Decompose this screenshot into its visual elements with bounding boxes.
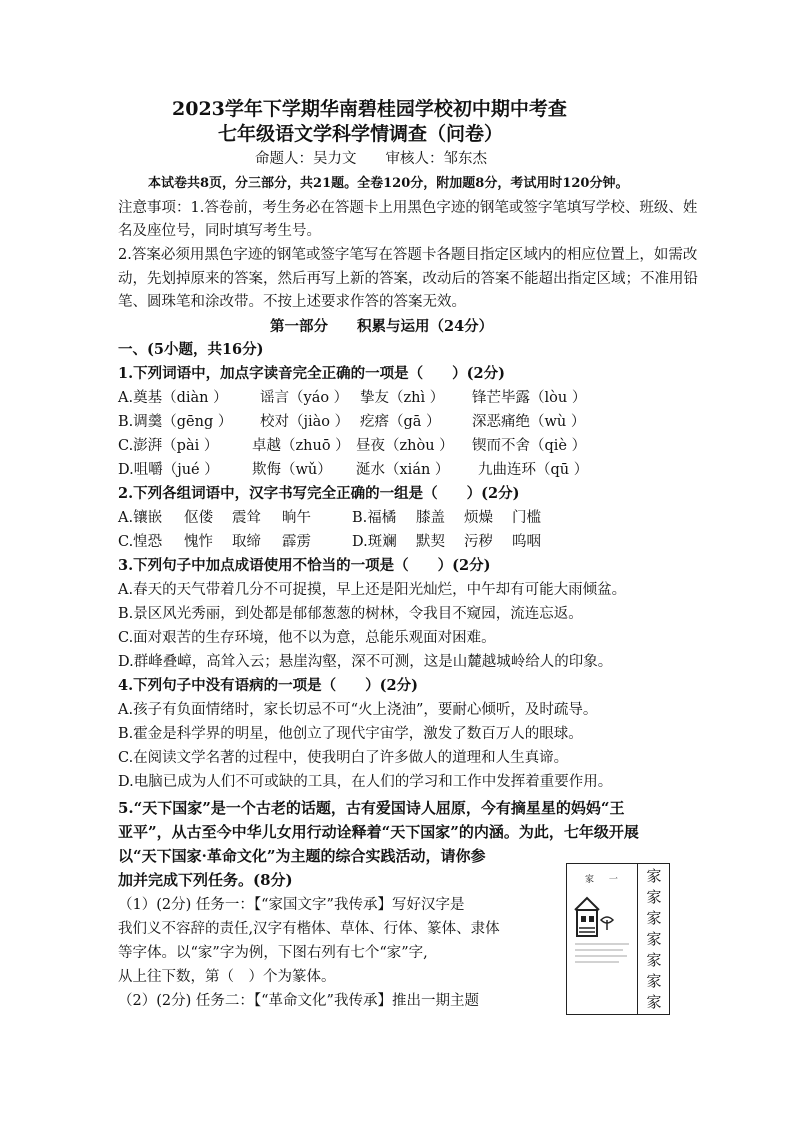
q5-subtask-1: 从上往下数，第（ ）个为篆体。 (118, 969, 336, 985)
q1-option: D.咀嚼（jué ） (118, 462, 219, 478)
notice-line: 注意事项：1.答卷前，考生务必在答题卡上用黑色字迹的钢笔或签字笔填写学校、班级、姓 (118, 200, 698, 216)
q2-word: 取缔 (232, 534, 261, 550)
section-heading: 一、(5小题，共16分) (118, 341, 264, 358)
question-5-stem: 以“天下国家·革命文化”为主题的综合实践活动，请你参 (118, 847, 486, 865)
q1-option: 疙瘩（gā ） (360, 414, 441, 430)
q3-option: D.群峰叠嶂，高耸入云；悬崖沟壑，深不可测，这是山麓越城岭给人的印象。 (118, 654, 613, 670)
q2-word: D.斑斓 (352, 534, 397, 550)
q1-option: 九曲连环（qū ） (478, 462, 589, 478)
house-glyph-illustration (567, 878, 637, 988)
q4-option: D.电脑已成为人们不可或缺的工具，在人们的学习和工作中发挥着重要作用。 (118, 774, 613, 790)
q2-word: B.福橘 (352, 510, 397, 526)
exam-title-line1: 2023学年下学期华南碧桂园学校初中期中考查 (172, 98, 567, 120)
jia-glyph: 家 (646, 888, 662, 906)
figure-glyph-column (638, 863, 670, 1015)
q1-option: 昼夜（zhòu ） (356, 438, 454, 454)
question-5-stem: 加并完成下列任务。(8分) (118, 871, 293, 889)
question-4-stem: 4.下列句子中没有语病的一项是（ ）(2分) (118, 677, 418, 694)
q4-option: C.在阅读文学名著的过程中，使我明白了许多做人的道理和人生真谛。 (118, 750, 569, 766)
q2-word: 愧怍 (184, 534, 213, 550)
q1-option: 涎水（xián ） (356, 462, 450, 478)
question-1-stem: 1.下列词语中，加点字读音完全正确的一项是（ ）(2分) (118, 365, 505, 382)
jia-glyph: 家 (646, 951, 662, 969)
jia-glyph: 家 (646, 909, 662, 927)
notice-line: 动，先划掉原来的答案，然后再写上新的答案，改动后的答案不能超出指定区域；不准用铅 (118, 271, 698, 287)
q2-word: 门槛 (512, 510, 541, 526)
q5-subtask-1: （1）(2分) 任务一：【“家国文字”我传承】写好汉字是 (118, 897, 465, 913)
q3-option: B.景区风光秀丽，到处都是郁郁葱葱的树林，令我目不窥园，流连忘返。 (118, 606, 583, 622)
q2-word: 呜咽 (512, 534, 541, 550)
q1-option: C.澎湃（pài ） (118, 438, 219, 454)
figure-caption: 家 一 (585, 875, 624, 885)
jia-glyph: 家 (646, 930, 662, 948)
q2-word: C.惶恐 (118, 534, 163, 550)
q2-word: A.镶嵌 (118, 510, 163, 526)
q3-option: C.面对艰苦的生存环境，他不以为意，总能乐观面对困难。 (118, 630, 496, 646)
q1-option: 锲而不舍（qiè ） (472, 438, 587, 454)
question-3-stem: 3.下列句子中加点成语使用不恰当的一项是（ ）(2分) (118, 557, 491, 574)
q1-option: 欺侮（wǔ） (252, 462, 332, 478)
jia-character-figure (566, 863, 670, 1015)
q1-option: 谣言（yáo ） (260, 390, 349, 406)
q2-word: 烦燥 (464, 510, 493, 526)
q1-option: 卓越（zhuō ） (252, 438, 350, 454)
q1-option: 锋芒毕露（lòu ） (472, 390, 587, 406)
q5-subtask-1: 等字体。以“家”字为例，下图右列有七个“家”字, (118, 945, 428, 961)
jia-glyph: 家 (646, 993, 662, 1011)
question-5-stem: 亚平”，从古至今中华儿女用行动诠释着“天下国家”的内涵。为此，七年级开展 (118, 823, 639, 841)
q4-option: B.霍金是科学界的明星，他创立了现代宇宙学，激发了数百万人的眼球。 (118, 726, 583, 742)
q2-word: 污秽 (464, 534, 493, 550)
exam-title-line2: 七年级语文学科学情调查（问卷） (218, 123, 504, 145)
exam-authors: 命题人：吴力文 审核人：邹东杰 (255, 151, 487, 167)
q5-subtask-2: （2）(2分) 任务二：【“革命文化”我传承】推出一期主题 (118, 993, 479, 1009)
jia-glyph: 家 (646, 867, 662, 885)
q5-subtask-1: 我们义不容辞的责任,汉字有楷体、草体、行体、篆体、隶体 (118, 921, 500, 937)
figure-illustration-panel (566, 863, 638, 1015)
q2-word: 晌午 (282, 510, 311, 526)
notice-line: 名及座位号，同时填写考生号。 (118, 223, 321, 239)
part1-heading: 第一部分 积累与运用（24分） (270, 318, 494, 335)
notice-line: 笔、圆珠笔和涂改带。不按上述要求作答的答案无效。 (118, 294, 466, 310)
exam-summary: 本试卷共8页，分三部分，共21题。全卷120分，附加题8分，考试用时120分钟。 (148, 176, 629, 191)
jia-glyph: 家 (646, 972, 662, 990)
q1-option: A.奠基（diàn ） (118, 390, 228, 406)
q2-word: 伛偻 (184, 510, 213, 526)
q2-word: 震耸 (232, 510, 261, 526)
question-5-stem: 5.“天下国家”是一个古老的话题，古有爱国诗人屈原，今有摘星星的妈妈“王 (118, 799, 625, 817)
q2-word: 膝盖 (416, 510, 445, 526)
q2-word: 霹雳 (282, 534, 311, 550)
q2-word: 默契 (416, 534, 445, 550)
q1-option: 校对（jiào ） (260, 414, 350, 430)
notice-line: 2.答案必须用黑色字迹的钢笔或签字笔写在答题卡各题目指定区域内的相应位置上，如需改 (118, 247, 698, 263)
q1-option: 深恶痛绝（wù ） (472, 414, 586, 430)
q3-option: A.春天的天气带着几分不可捉摸，早上还是阳光灿烂，中午却有可能大雨倾盆。 (118, 582, 627, 598)
q1-option: B.调羹（gēng ） (118, 414, 233, 430)
question-2-stem: 2.下列各组词语中，汉字书写完全正确的一组是（ ）(2分) (118, 485, 520, 502)
q4-option: A.孩子有负面情绪时，家长切忌不可“火上浇油”，要耐心倾听，及时疏导。 (118, 702, 598, 718)
q1-option: 挚友（zhì ） (360, 390, 445, 406)
